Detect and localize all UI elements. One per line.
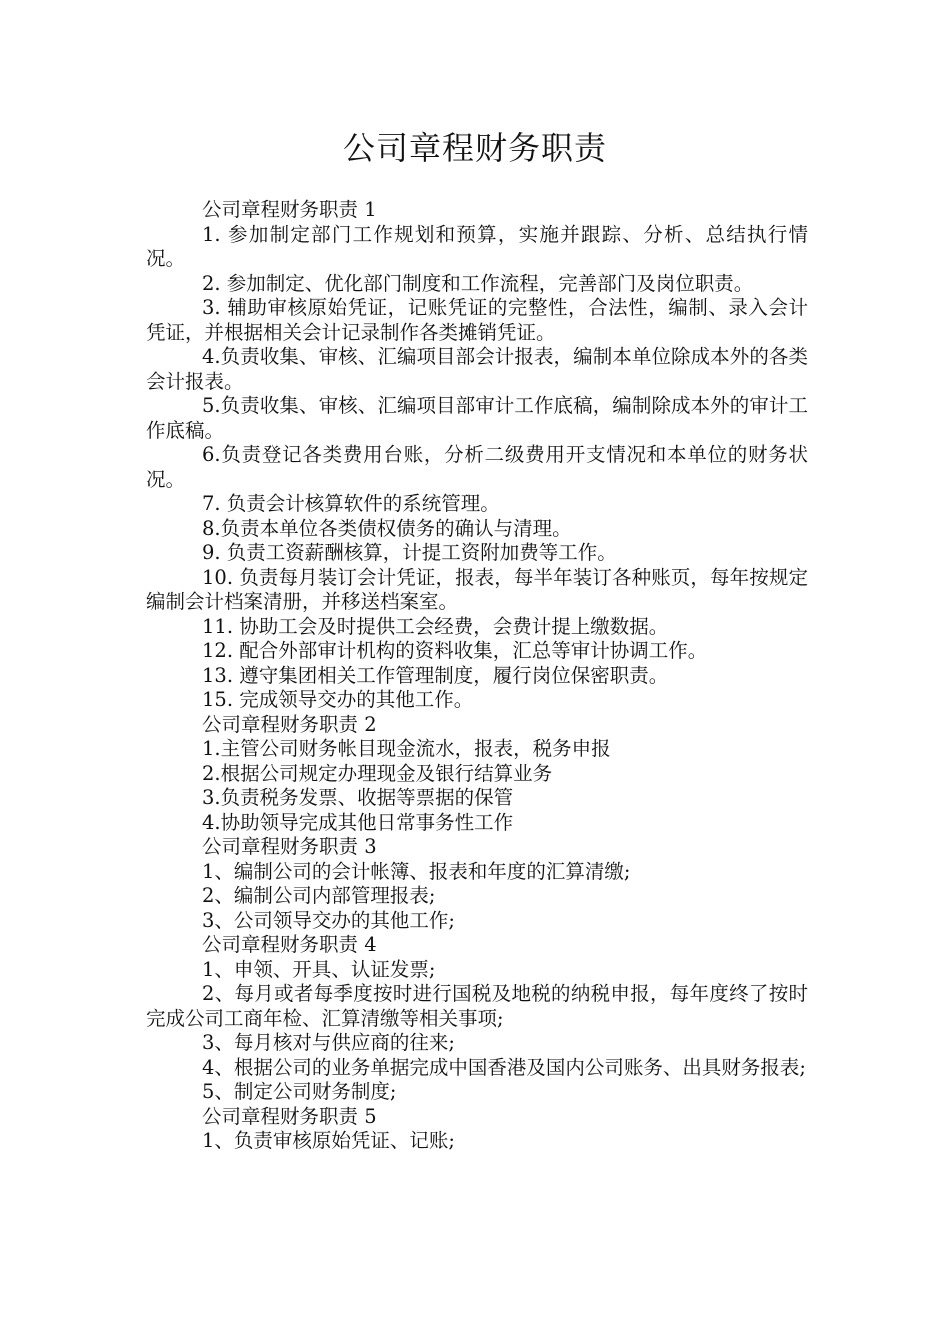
paragraph: 7. 负责会计核算软件的系统管理。 [202,492,500,515]
paragraph: 1. 参加制定部门工作规划和预算，实施并跟踪、分析、总结执行情况。 [146,222,808,270]
paragraph: 1、编制公司的会计帐簿、报表和年度的汇算清缴; [202,859,631,883]
paragraph: 3. 辅助审核原始凭证，记账凭证的完整性，合法性，编制、录入会计凭证，并根据相关会计记录制作各类摊销凭证。 [146,296,808,344]
paragraph: 3、公司领导交办的其他工作; [202,908,455,932]
paragraph: 2、每月或者每季度按时进行国税及地税的纳税申报，每年度终了按时完成公司工商年检、汇算清缴等相关事项; [146,982,808,1030]
document-body [146,198,808,1154]
paragraph: 5.负责收集、审核、汇编项目部审计工作底稿，编制除成本外的审计工作底稿。 [146,394,808,442]
paragraph: 1、申领、开具、认证发票; [202,957,436,981]
document-title: 公司章程财务职责 [342,129,607,167]
paragraph: 公司章程财务职责 2 [202,712,377,736]
paragraph: 11. 协助工会及时提供工会经费，会费计提上缴数据。 [202,614,669,638]
paragraph: 4.负责收集、审核、汇编项目部会计报表，编制本单位除成本外的各类会计报表。 [146,345,808,393]
paragraph: 5、制定公司财务制度; [202,1080,397,1103]
paragraph: 13. 遵守集团相关工作管理制度，履行岗位保密职责。 [202,663,669,687]
paragraph: 2. 参加制定、优化部门制度和工作流程，完善部门及岗位职责。 [202,271,754,295]
paragraph: 公司章程财务职责 3 [202,835,377,858]
paragraph: 3、每月核对与供应商的往来; [202,1031,455,1054]
paragraph: 2、编制公司内部管理报表; [202,884,436,907]
paragraph: 公司章程财务职责 5 [202,1104,377,1128]
paragraph: 15. 完成领导交办的其他工作。 [202,688,474,711]
paragraph: 公司章程财务职责 4 [202,933,377,956]
paragraph: 9. 负责工资薪酬核算，计提工资附加费等工作。 [202,541,617,564]
paragraph: 8.负责本单位各类债权债务的确认与清理。 [202,516,572,540]
paragraph: 1、负责审核原始凭证、记账; [202,1129,455,1152]
paragraph: 12. 配合外部审计机构的资料收集，汇总等审计协调工作。 [202,639,708,662]
paragraph: 4.协助领导完成其他日常事务性工作 [202,810,514,834]
paragraph: 6.负责登记各类费用台账，分析二级费用开支情况和本单位的财务状况。 [146,443,808,491]
paragraph: 2.根据公司规定办理现金及银行结算业务 [202,761,553,785]
paragraph: 1.主管公司财务帐目现金流水，报表，税务申报 [202,737,611,760]
paragraph: 3.负责税务发票、收据等票据的保管 [202,786,514,809]
paragraph: 公司章程财务职责 1 [202,198,377,221]
paragraph: 10. 负责每月装订会计凭证，报表，每半年装订各种账页，每年按规定编制会计档案清册，并移送档案室。 [146,565,808,613]
paragraph: 4、根据公司的业务单据完成中国香港及国内公司账务、出具财务报表; [202,1055,806,1079]
